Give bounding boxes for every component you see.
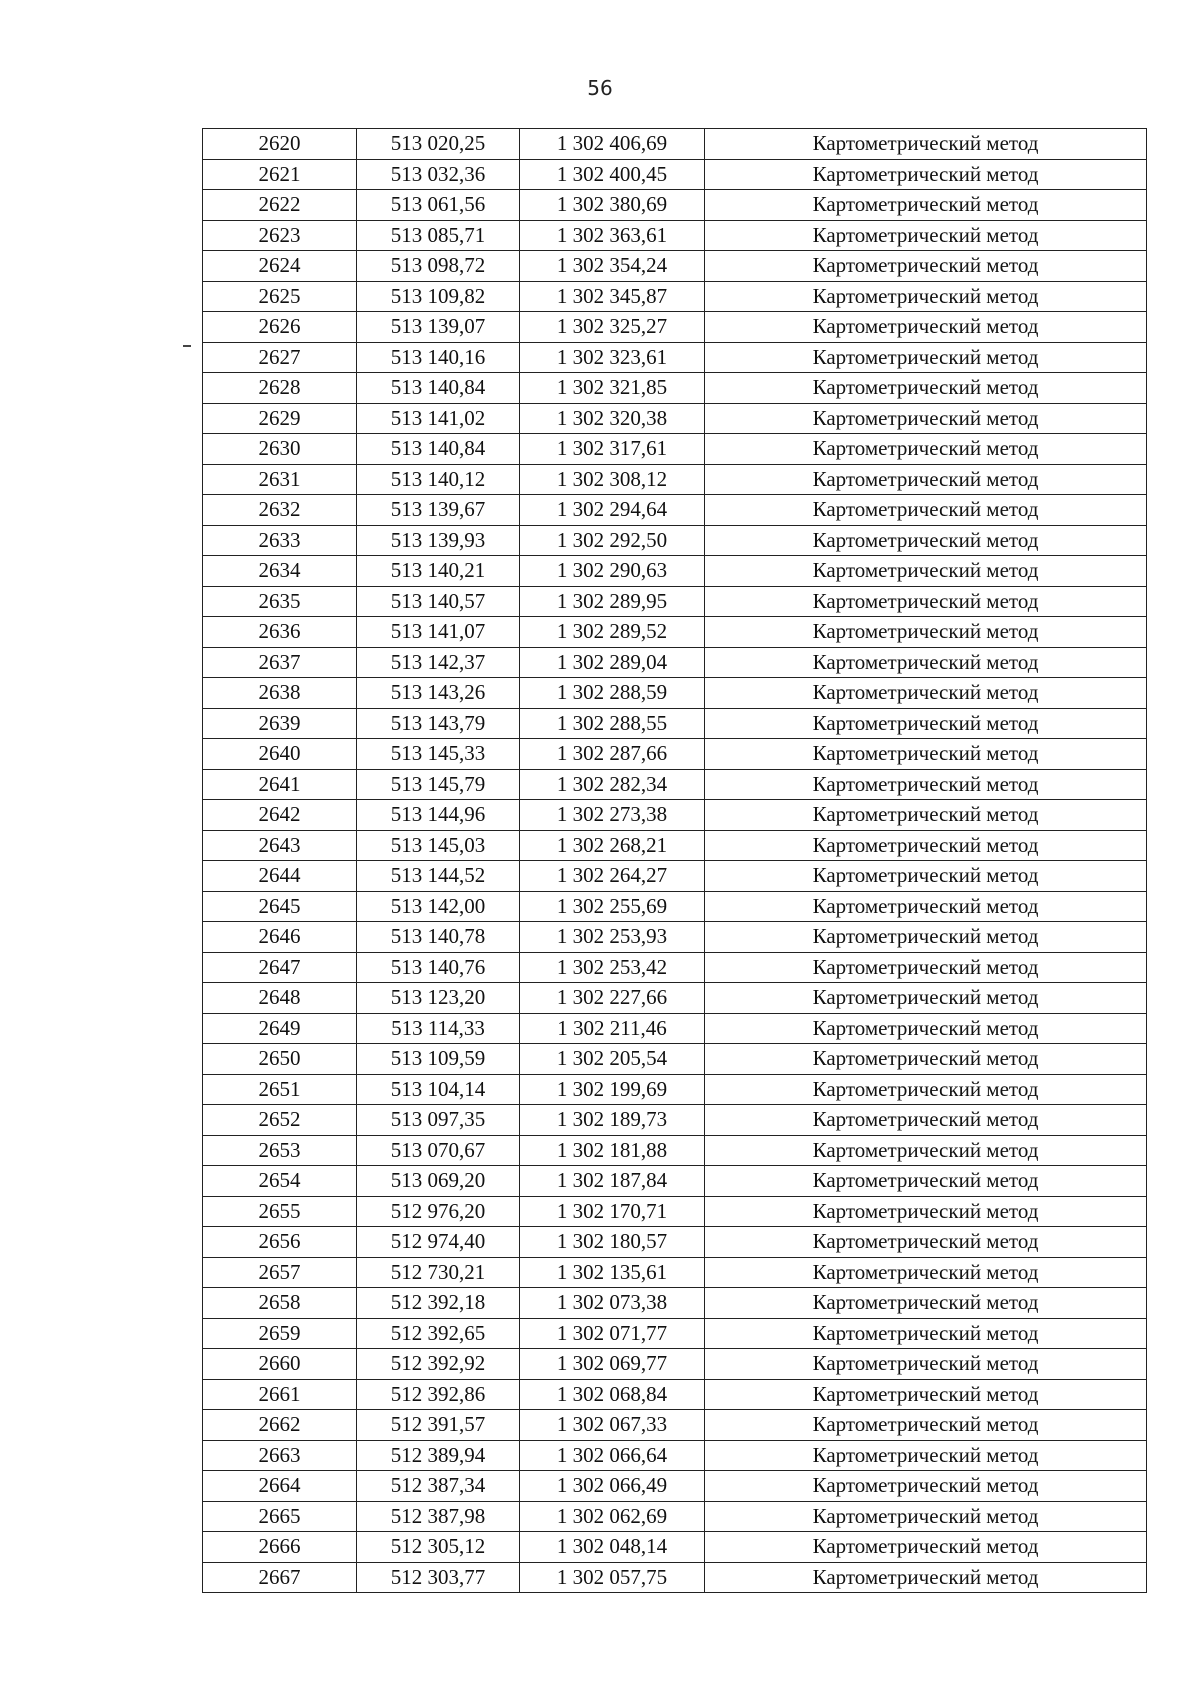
table-row xyxy=(203,373,1147,404)
y-coordinate-cell: 1 302 066,49 xyxy=(520,1471,705,1502)
y-coordinate-cell: 1 302 073,38 xyxy=(520,1288,705,1319)
point-number-cell: 2661 xyxy=(203,1379,357,1410)
method-cell: Картометрический метод xyxy=(705,1135,1147,1166)
table-row xyxy=(203,1349,1147,1380)
table-row xyxy=(203,952,1147,983)
table-row xyxy=(203,1471,1147,1502)
x-coordinate-cell: 513 032,36 xyxy=(357,159,520,190)
y-coordinate-cell: 1 302 317,61 xyxy=(520,434,705,465)
point-number-cell: 2658 xyxy=(203,1288,357,1319)
x-coordinate-cell: 513 104,14 xyxy=(357,1074,520,1105)
table-row xyxy=(203,769,1147,800)
table-row xyxy=(203,983,1147,1014)
x-coordinate-cell: 513 109,82 xyxy=(357,281,520,312)
y-coordinate-cell: 1 302 292,50 xyxy=(520,525,705,556)
x-coordinate-cell: 512 387,34 xyxy=(357,1471,520,1502)
x-coordinate-cell: 513 140,12 xyxy=(357,464,520,495)
point-number-cell: 2662 xyxy=(203,1410,357,1441)
method-cell: Картометрический метод xyxy=(705,647,1147,678)
method-cell: Картометрический метод xyxy=(705,525,1147,556)
point-number-cell: 2645 xyxy=(203,891,357,922)
coordinates-table xyxy=(202,128,1147,1593)
point-number-cell: 2649 xyxy=(203,1013,357,1044)
table-row xyxy=(203,1044,1147,1075)
method-cell: Картометрический метод xyxy=(705,495,1147,526)
x-coordinate-cell: 513 061,56 xyxy=(357,190,520,221)
point-number-cell: 2655 xyxy=(203,1196,357,1227)
point-number-cell: 2632 xyxy=(203,495,357,526)
point-number-cell: 2627 xyxy=(203,342,357,373)
x-coordinate-cell: 512 392,86 xyxy=(357,1379,520,1410)
y-coordinate-cell: 1 302 289,95 xyxy=(520,586,705,617)
point-number-cell: 2631 xyxy=(203,464,357,495)
method-cell: Картометрический метод xyxy=(705,708,1147,739)
table-row xyxy=(203,922,1147,953)
y-coordinate-cell: 1 302 308,12 xyxy=(520,464,705,495)
table-row xyxy=(203,129,1147,160)
x-coordinate-cell: 512 730,21 xyxy=(357,1257,520,1288)
y-coordinate-cell: 1 302 268,21 xyxy=(520,830,705,861)
method-cell: Картометрический метод xyxy=(705,403,1147,434)
y-coordinate-cell: 1 302 181,88 xyxy=(520,1135,705,1166)
y-coordinate-cell: 1 302 288,55 xyxy=(520,708,705,739)
x-coordinate-cell: 513 098,72 xyxy=(357,251,520,282)
point-number-cell: 2650 xyxy=(203,1044,357,1075)
table-row xyxy=(203,1532,1147,1563)
x-coordinate-cell: 512 303,77 xyxy=(357,1562,520,1593)
method-cell: Картометрический метод xyxy=(705,159,1147,190)
x-coordinate-cell: 513 144,52 xyxy=(357,861,520,892)
x-coordinate-cell: 513 140,57 xyxy=(357,586,520,617)
point-number-cell: 2664 xyxy=(203,1471,357,1502)
method-cell: Картометрический метод xyxy=(705,251,1147,282)
method-cell: Картометрический метод xyxy=(705,342,1147,373)
x-coordinate-cell: 512 387,98 xyxy=(357,1501,520,1532)
table-row xyxy=(203,1196,1147,1227)
x-coordinate-cell: 513 140,78 xyxy=(357,922,520,953)
method-cell: Картометрический метод xyxy=(705,1196,1147,1227)
y-coordinate-cell: 1 302 345,87 xyxy=(520,281,705,312)
method-cell: Картометрический метод xyxy=(705,983,1147,1014)
method-cell: Картометрический метод xyxy=(705,891,1147,922)
point-number-cell: 2628 xyxy=(203,373,357,404)
table-row xyxy=(203,800,1147,831)
y-coordinate-cell: 1 302 199,69 xyxy=(520,1074,705,1105)
y-coordinate-cell: 1 302 290,63 xyxy=(520,556,705,587)
table-row xyxy=(203,1074,1147,1105)
table-row xyxy=(203,220,1147,251)
point-number-cell: 2644 xyxy=(203,861,357,892)
method-cell: Картометрический метод xyxy=(705,1288,1147,1319)
point-number-cell: 2657 xyxy=(203,1257,357,1288)
y-coordinate-cell: 1 302 189,73 xyxy=(520,1105,705,1136)
table-row xyxy=(203,312,1147,343)
y-coordinate-cell: 1 302 354,24 xyxy=(520,251,705,282)
method-cell: Картометрический метод xyxy=(705,1013,1147,1044)
table-row xyxy=(203,1410,1147,1441)
point-number-cell: 2629 xyxy=(203,403,357,434)
table-row xyxy=(203,190,1147,221)
x-coordinate-cell: 512 389,94 xyxy=(357,1440,520,1471)
y-coordinate-cell: 1 302 325,27 xyxy=(520,312,705,343)
table-row xyxy=(203,159,1147,190)
table-row xyxy=(203,525,1147,556)
x-coordinate-cell: 513 140,16 xyxy=(357,342,520,373)
x-coordinate-cell: 512 392,92 xyxy=(357,1349,520,1380)
y-coordinate-cell: 1 302 264,27 xyxy=(520,861,705,892)
y-coordinate-cell: 1 302 320,38 xyxy=(520,403,705,434)
coordinates-table-body xyxy=(203,129,1147,1593)
point-number-cell: 2647 xyxy=(203,952,357,983)
table-row xyxy=(203,830,1147,861)
table-row xyxy=(203,1288,1147,1319)
point-number-cell: 2630 xyxy=(203,434,357,465)
point-number-cell: 2643 xyxy=(203,830,357,861)
x-coordinate-cell: 513 144,96 xyxy=(357,800,520,831)
x-coordinate-cell: 513 141,07 xyxy=(357,617,520,648)
x-coordinate-cell: 512 392,65 xyxy=(357,1318,520,1349)
table-row xyxy=(203,556,1147,587)
table-row xyxy=(203,495,1147,526)
table-row xyxy=(203,739,1147,770)
method-cell: Картометрический метод xyxy=(705,800,1147,831)
method-cell: Картометрический метод xyxy=(705,1562,1147,1593)
method-cell: Картометрический метод xyxy=(705,1440,1147,1471)
method-cell: Картометрический метод xyxy=(705,1318,1147,1349)
table-row xyxy=(203,1166,1147,1197)
method-cell: Картометрический метод xyxy=(705,1105,1147,1136)
point-number-cell: 2625 xyxy=(203,281,357,312)
point-number-cell: 2660 xyxy=(203,1349,357,1380)
y-coordinate-cell: 1 302 048,14 xyxy=(520,1532,705,1563)
x-coordinate-cell: 513 085,71 xyxy=(357,220,520,251)
method-cell: Картометрический метод xyxy=(705,1227,1147,1258)
y-coordinate-cell: 1 302 282,34 xyxy=(520,769,705,800)
x-coordinate-cell: 513 140,84 xyxy=(357,434,520,465)
y-coordinate-cell: 1 302 211,46 xyxy=(520,1013,705,1044)
stray-mark xyxy=(183,345,191,347)
y-coordinate-cell: 1 302 363,61 xyxy=(520,220,705,251)
method-cell: Картометрический метод xyxy=(705,1501,1147,1532)
y-coordinate-cell: 1 302 170,71 xyxy=(520,1196,705,1227)
y-coordinate-cell: 1 302 205,54 xyxy=(520,1044,705,1075)
point-number-cell: 2665 xyxy=(203,1501,357,1532)
method-cell: Картометрический метод xyxy=(705,1166,1147,1197)
table-row xyxy=(203,342,1147,373)
point-number-cell: 2637 xyxy=(203,647,357,678)
point-number-cell: 2639 xyxy=(203,708,357,739)
point-number-cell: 2659 xyxy=(203,1318,357,1349)
y-coordinate-cell: 1 302 253,42 xyxy=(520,952,705,983)
x-coordinate-cell: 513 143,26 xyxy=(357,678,520,709)
method-cell: Картометрический метод xyxy=(705,739,1147,770)
y-coordinate-cell: 1 302 380,69 xyxy=(520,190,705,221)
y-coordinate-cell: 1 302 255,69 xyxy=(520,891,705,922)
method-cell: Картометрический метод xyxy=(705,464,1147,495)
point-number-cell: 2653 xyxy=(203,1135,357,1166)
table-row xyxy=(203,1105,1147,1136)
table-row xyxy=(203,1318,1147,1349)
y-coordinate-cell: 1 302 187,84 xyxy=(520,1166,705,1197)
point-number-cell: 2626 xyxy=(203,312,357,343)
x-coordinate-cell: 512 391,57 xyxy=(357,1410,520,1441)
table-row xyxy=(203,1257,1147,1288)
table-row xyxy=(203,251,1147,282)
point-number-cell: 2642 xyxy=(203,800,357,831)
method-cell: Картометрический метод xyxy=(705,129,1147,160)
y-coordinate-cell: 1 302 287,66 xyxy=(520,739,705,770)
point-number-cell: 2638 xyxy=(203,678,357,709)
x-coordinate-cell: 512 976,20 xyxy=(357,1196,520,1227)
y-coordinate-cell: 1 302 180,57 xyxy=(520,1227,705,1258)
x-coordinate-cell: 513 145,79 xyxy=(357,769,520,800)
table-row xyxy=(203,434,1147,465)
y-coordinate-cell: 1 302 273,38 xyxy=(520,800,705,831)
method-cell: Картометрический метод xyxy=(705,861,1147,892)
method-cell: Картометрический метод xyxy=(705,190,1147,221)
table-row xyxy=(203,1379,1147,1410)
table-row xyxy=(203,1562,1147,1593)
x-coordinate-cell: 513 140,21 xyxy=(357,556,520,587)
x-coordinate-cell: 513 145,03 xyxy=(357,830,520,861)
point-number-cell: 2648 xyxy=(203,983,357,1014)
method-cell: Картометрический метод xyxy=(705,922,1147,953)
point-number-cell: 2651 xyxy=(203,1074,357,1105)
table-row xyxy=(203,1135,1147,1166)
y-coordinate-cell: 1 302 321,85 xyxy=(520,373,705,404)
point-number-cell: 2656 xyxy=(203,1227,357,1258)
table-row xyxy=(203,891,1147,922)
x-coordinate-cell: 513 097,35 xyxy=(357,1105,520,1136)
page-number: 56 xyxy=(587,76,613,100)
y-coordinate-cell: 1 302 069,77 xyxy=(520,1349,705,1380)
point-number-cell: 2636 xyxy=(203,617,357,648)
table-row xyxy=(203,678,1147,709)
method-cell: Картометрический метод xyxy=(705,617,1147,648)
x-coordinate-cell: 513 123,20 xyxy=(357,983,520,1014)
y-coordinate-cell: 1 302 067,33 xyxy=(520,1410,705,1441)
method-cell: Картометрический метод xyxy=(705,312,1147,343)
point-number-cell: 2623 xyxy=(203,220,357,251)
method-cell: Картометрический метод xyxy=(705,1257,1147,1288)
x-coordinate-cell: 513 139,67 xyxy=(357,495,520,526)
table-row xyxy=(203,617,1147,648)
y-coordinate-cell: 1 302 288,59 xyxy=(520,678,705,709)
y-coordinate-cell: 1 302 289,04 xyxy=(520,647,705,678)
table-row xyxy=(203,464,1147,495)
x-coordinate-cell: 513 070,67 xyxy=(357,1135,520,1166)
table-row xyxy=(203,1501,1147,1532)
table-row xyxy=(203,586,1147,617)
y-coordinate-cell: 1 302 068,84 xyxy=(520,1379,705,1410)
x-coordinate-cell: 512 305,12 xyxy=(357,1532,520,1563)
point-number-cell: 2634 xyxy=(203,556,357,587)
table-row xyxy=(203,403,1147,434)
y-coordinate-cell: 1 302 400,45 xyxy=(520,159,705,190)
table-row xyxy=(203,1440,1147,1471)
x-coordinate-cell: 513 109,59 xyxy=(357,1044,520,1075)
method-cell: Картометрический метод xyxy=(705,1074,1147,1105)
point-number-cell: 2635 xyxy=(203,586,357,617)
y-coordinate-cell: 1 302 062,69 xyxy=(520,1501,705,1532)
method-cell: Картометрический метод xyxy=(705,1044,1147,1075)
method-cell: Картометрический метод xyxy=(705,1532,1147,1563)
point-number-cell: 2666 xyxy=(203,1532,357,1563)
method-cell: Картометрический метод xyxy=(705,1471,1147,1502)
method-cell: Картометрический метод xyxy=(705,1349,1147,1380)
y-coordinate-cell: 1 302 066,64 xyxy=(520,1440,705,1471)
point-number-cell: 2640 xyxy=(203,739,357,770)
y-coordinate-cell: 1 302 289,52 xyxy=(520,617,705,648)
x-coordinate-cell: 513 140,76 xyxy=(357,952,520,983)
x-coordinate-cell: 513 069,20 xyxy=(357,1166,520,1197)
point-number-cell: 2624 xyxy=(203,251,357,282)
method-cell: Картометрический метод xyxy=(705,830,1147,861)
table-row xyxy=(203,708,1147,739)
y-coordinate-cell: 1 302 135,61 xyxy=(520,1257,705,1288)
x-coordinate-cell: 513 139,93 xyxy=(357,525,520,556)
x-coordinate-cell: 512 392,18 xyxy=(357,1288,520,1319)
point-number-cell: 2654 xyxy=(203,1166,357,1197)
point-number-cell: 2621 xyxy=(203,159,357,190)
method-cell: Картометрический метод xyxy=(705,1379,1147,1410)
point-number-cell: 2620 xyxy=(203,129,357,160)
x-coordinate-cell: 513 145,33 xyxy=(357,739,520,770)
method-cell: Картометрический метод xyxy=(705,952,1147,983)
y-coordinate-cell: 1 302 071,77 xyxy=(520,1318,705,1349)
method-cell: Картометрический метод xyxy=(705,556,1147,587)
y-coordinate-cell: 1 302 057,75 xyxy=(520,1562,705,1593)
y-coordinate-cell: 1 302 253,93 xyxy=(520,922,705,953)
x-coordinate-cell: 513 139,07 xyxy=(357,312,520,343)
x-coordinate-cell: 513 020,25 xyxy=(357,129,520,160)
y-coordinate-cell: 1 302 406,69 xyxy=(520,129,705,160)
point-number-cell: 2652 xyxy=(203,1105,357,1136)
method-cell: Картометрический метод xyxy=(705,1410,1147,1441)
point-number-cell: 2622 xyxy=(203,190,357,221)
table-row xyxy=(203,281,1147,312)
x-coordinate-cell: 513 140,84 xyxy=(357,373,520,404)
point-number-cell: 2646 xyxy=(203,922,357,953)
method-cell: Картометрический метод xyxy=(705,281,1147,312)
table-row xyxy=(203,1227,1147,1258)
y-coordinate-cell: 1 302 227,66 xyxy=(520,983,705,1014)
method-cell: Картометрический метод xyxy=(705,586,1147,617)
point-number-cell: 2667 xyxy=(203,1562,357,1593)
table-row xyxy=(203,861,1147,892)
x-coordinate-cell: 513 142,37 xyxy=(357,647,520,678)
method-cell: Картометрический метод xyxy=(705,220,1147,251)
x-coordinate-cell: 512 974,40 xyxy=(357,1227,520,1258)
point-number-cell: 2641 xyxy=(203,769,357,800)
x-coordinate-cell: 513 142,00 xyxy=(357,891,520,922)
y-coordinate-cell: 1 302 323,61 xyxy=(520,342,705,373)
method-cell: Картометрический метод xyxy=(705,678,1147,709)
x-coordinate-cell: 513 141,02 xyxy=(357,403,520,434)
x-coordinate-cell: 513 114,33 xyxy=(357,1013,520,1044)
method-cell: Картометрический метод xyxy=(705,434,1147,465)
point-number-cell: 2633 xyxy=(203,525,357,556)
y-coordinate-cell: 1 302 294,64 xyxy=(520,495,705,526)
table-row xyxy=(203,647,1147,678)
point-number-cell: 2663 xyxy=(203,1440,357,1471)
method-cell: Картометрический метод xyxy=(705,373,1147,404)
table-row xyxy=(203,1013,1147,1044)
x-coordinate-cell: 513 143,79 xyxy=(357,708,520,739)
method-cell: Картометрический метод xyxy=(705,769,1147,800)
